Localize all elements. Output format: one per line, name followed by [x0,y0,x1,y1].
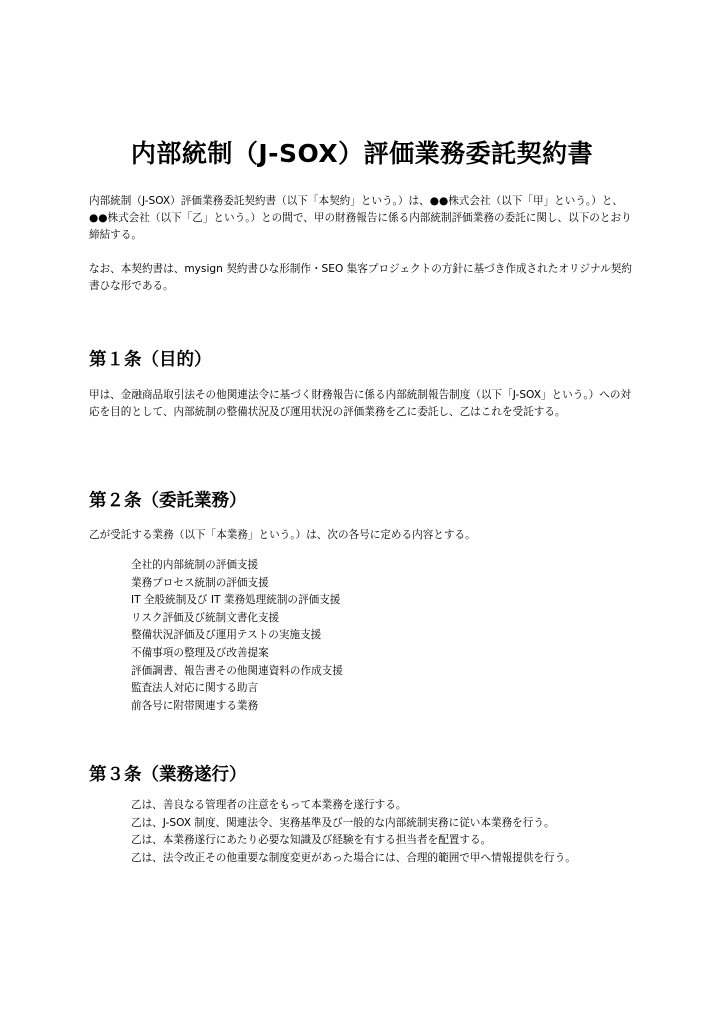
list-item: 乙は、善良なる管理者の注意をもって本業務を遂行する。 [131,799,407,811]
list-item: 業務プロセス統制の評価支援 [131,576,269,589]
list-item: 不備事項の整理及び改善提案 [131,646,269,659]
list-item: 乙は、法令改正その他重要な制度変更があった場合には、合理的範囲で甲へ情報提供を行う。 [131,851,576,864]
list-item: 評価調書、報告書その他関連資料の作成支援 [131,664,343,677]
list-item: 乙は、本業務遂行にあたり必要な知識及び経験を有する担当者を配置する。 [131,834,492,847]
note-paragraph: なお、本契約書は、mysign 契約書ひな形制作・SEO 集客プロジェクトの方針に基づき作成されたオリジナル契約書ひな形である。 [89,263,632,292]
list-item: 整備状況評価及び運用テストの実施支援 [131,629,322,642]
list-item: リスク評価及び統制文書化支援 [131,611,280,624]
article-2-body: 乙が受託する業務（以下「本業務」という。）は、次の各号に定める内容とする。 [89,529,476,541]
article-1-body: 甲は、金融商品取引法その他関連法令に基づく財務報告に係る内部統制報告制度（以下「J-SOX」という。）への対応を目的として、内部統制の整備状況及び運用状況の評価業務を乙に委託し、乙はこれを受託する。 [89,389,632,418]
article-2-item-list [131,557,651,715]
article-3-item-list [131,797,651,867]
intro-paragraph: 内部統制（J-SOX）評価業務委託契約書（以下「本契約」という。）は、●●株式会社（以下「甲」という。）と、●●株式会社（以下「乙」という。）との間で、甲の財務報告に係る内部統制評価業務の委託に関し、以下のとおり締結する。 [89,195,632,241]
article-3-heading: 第３条（業務遂行） [89,765,247,785]
list-item: 監査法人対応に関する助言 [131,682,259,695]
list-item: 全社的内部統制の評価支援 [131,559,259,571]
article-1-heading: 第１条（目的） [89,350,212,370]
list-item: IT 全般統制及び IT 業務処理統制の評価支援 [131,594,341,607]
document-title: 内部統制（J-SOX）評価業務委託契約書 [130,138,594,168]
article-2-heading: 第２条（委託業務） [89,491,247,511]
list-item: 前各号に附帯関連する業務 [131,699,259,712]
list-item: 乙は、J-SOX 制度、関連法令、実務基準及び一般的な内部統制実務に従い本業務を行う。 [131,816,555,829]
